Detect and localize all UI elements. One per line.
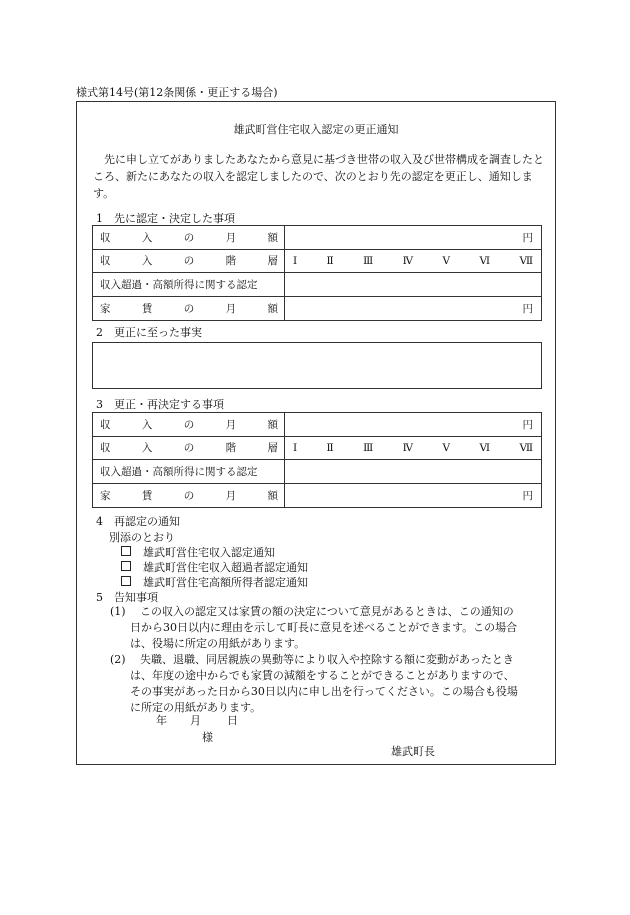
rank-value[interactable]	[285, 250, 541, 273]
section1-table	[92, 225, 542, 321]
rank-label: 収 入 の 階 層	[93, 437, 285, 460]
rank-value[interactable]	[285, 437, 541, 460]
rank-6[interactable]: Ⅵ	[479, 441, 491, 454]
date-day: 日	[227, 714, 238, 727]
table-row-income	[93, 413, 541, 437]
rank-1[interactable]: Ⅰ	[293, 441, 298, 454]
rank-4[interactable]: Ⅳ	[402, 254, 414, 267]
section4-subtext: 別添のとおり	[109, 531, 175, 544]
income-label: 収 入 の 月 額	[93, 413, 285, 436]
yen-unit: 円	[522, 302, 533, 315]
excess-value[interactable]	[285, 273, 541, 296]
rent-value[interactable]	[285, 484, 541, 508]
rank-2[interactable]: Ⅱ	[326, 254, 334, 267]
table-row-rent	[93, 297, 541, 321]
section4-heading: 4 再認定の通知	[96, 515, 180, 528]
date-year: 年	[156, 714, 167, 727]
intro-paragraph: 先に申し立てがありましたあなたから意見に基づき世帯の収入及び世帯構成を調査したところ、新たにあなたの収入を認定しましたので、次のとおり先の認定を更正し、通知します。	[93, 153, 544, 200]
rank-7[interactable]: Ⅶ	[519, 254, 533, 267]
section3-heading: 3 更正・再決定する事項	[96, 398, 224, 411]
checkbox-option-income-cert[interactable]: 雄武町営住宅収入認定通知	[121, 545, 275, 561]
rent-label: 家 賃 の 月 額	[93, 484, 285, 508]
addressee-suffix: 様	[202, 731, 213, 744]
excess-label: 収入超過・高額所得に関する認定	[93, 460, 285, 483]
rank-2[interactable]: Ⅱ	[326, 441, 334, 454]
document-title: 雄武町営住宅収入認定の更正通知	[233, 123, 399, 136]
section1-heading: 1 先に認定・決定した事項	[96, 212, 235, 225]
checkbox-icon[interactable]	[121, 576, 131, 586]
rank-5[interactable]: Ⅴ	[442, 254, 451, 267]
rank-1[interactable]: Ⅰ	[293, 254, 298, 267]
table-row-rent	[93, 484, 541, 508]
rank-6[interactable]: Ⅵ	[479, 254, 491, 267]
rent-value[interactable]	[285, 297, 541, 321]
checkbox-option-high-income-cert[interactable]: 雄武町営住宅高額所得者認定通知	[121, 575, 308, 591]
issuer-name: 雄武町長	[391, 745, 435, 758]
income-value[interactable]	[285, 413, 541, 436]
yen-unit: 円	[522, 231, 533, 244]
section2-heading: 2 更正に至った事実	[96, 326, 202, 339]
checkbox-icon[interactable]	[121, 546, 131, 556]
checkbox-option-excess-cert[interactable]: 雄武町営住宅収入超過者認定通知	[121, 560, 308, 576]
income-label: 収 入 の 月 額	[93, 226, 285, 249]
excess-value[interactable]	[285, 460, 541, 483]
yen-unit: 円	[522, 418, 533, 431]
rent-label: 家 賃 の 月 額	[93, 297, 285, 321]
correction-facts-box[interactable]	[92, 342, 542, 389]
rank-5[interactable]: Ⅴ	[442, 441, 451, 454]
table-row-rank	[93, 437, 541, 461]
income-value[interactable]	[285, 226, 541, 249]
rank-3[interactable]: Ⅲ	[363, 254, 374, 267]
rank-4[interactable]: Ⅳ	[402, 441, 414, 454]
section3-table	[92, 412, 542, 508]
table-row-rank	[93, 250, 541, 274]
yen-unit: 円	[522, 489, 533, 502]
checkbox-icon[interactable]	[121, 561, 131, 571]
excess-label: 収入超過・高額所得に関する認定	[93, 273, 285, 296]
form-number: 様式第14号(第12条関係・更正する場合)	[76, 86, 278, 99]
table-row-excess	[93, 273, 541, 297]
date-month: 月	[190, 714, 201, 727]
section5-heading: 5 告知事項	[96, 591, 158, 604]
rank-3[interactable]: Ⅲ	[363, 441, 374, 454]
rank-label: 収 入 の 階 層	[93, 250, 285, 273]
document-frame: 雄武町営住宅収入認定の更正通知 先に申し立てがありましたあなたから意見に基づき世帯の収入及び世帯構成を調査したところ、新たにあなたの収入を認定しましたので、次のとおり先の認定を更正し、通知します。 1 先に認定・決定した事項 収 入 の 月 額 円 収 入 の 階 層 Ⅰ Ⅱ Ⅲ Ⅳ Ⅴ Ⅵ Ⅶ 収入超過・高額所得に関する認定 家 賃 の 月 額 円 2 更正に至った事実 3 更正・再決定する事項 収 入 の 月 額 円 収 入 の 階 層 Ⅰ Ⅱ Ⅲ Ⅳ Ⅴ Ⅵ Ⅶ 収入超過・高額所得に関する認定 家 賃 の 月 額 円 4 再認定の通知 別添のとおり 雄武町営住宅収入認定通知 雄武町営住宅収入超過者認定通知 雄武町営住宅高額所得者認定通知 5 告知事項 (1) この収入の認定又は家賃の額の決定について意見があるときは、この通知の 日から30日以内に理由を示して町長に意見を述べることができます。この場合 は、役場に所定の用紙があります。 (2) 失職、退職、同居親族の異動等により収入や控除する額に変動があったとき は、年度の途中からでも家賃の減額をすることができることがありますので、 その事実があった日から30日以内に申し出を行ってください。この場合も役場 に所定の用紙があります。 年 月 日 様 雄武町長	[76, 101, 556, 765]
rank-7[interactable]: Ⅶ	[519, 441, 533, 454]
table-row-income	[93, 226, 541, 250]
table-row-excess	[93, 460, 541, 484]
